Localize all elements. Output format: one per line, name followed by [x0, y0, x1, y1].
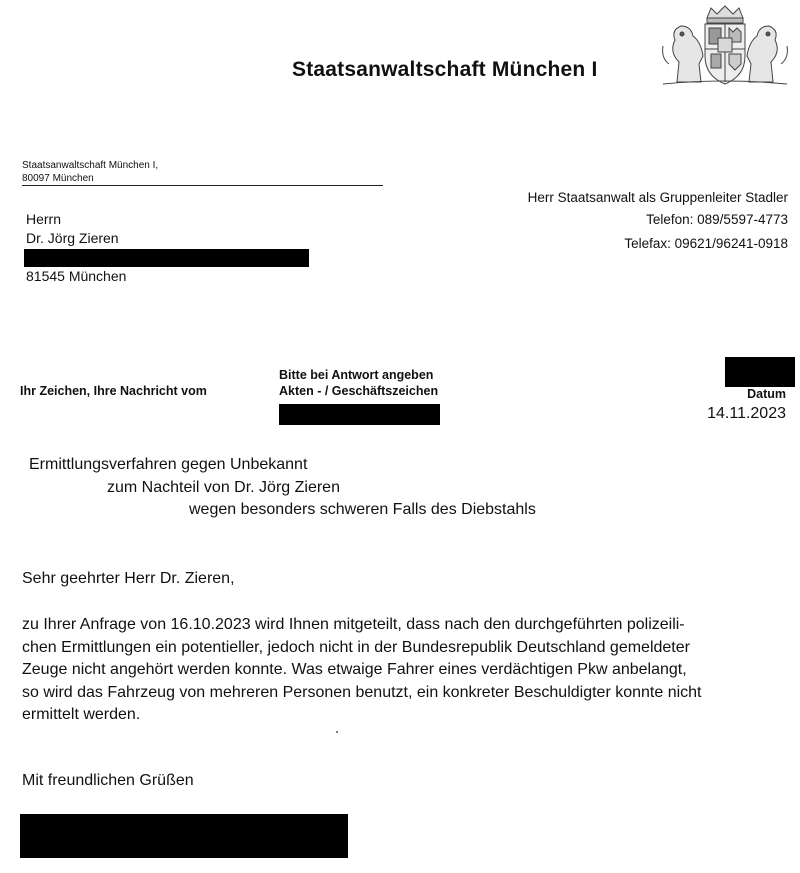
file-reference-label: Akten - / Geschäftszeichen	[279, 384, 439, 398]
sender-divider	[22, 185, 383, 186]
letter-salutation: Sehr geehrter Herr Dr. Zieren,	[22, 570, 235, 587]
body-line: so wird das Fahrzeug von mehreren Personen benutzt, ein konkreter Beschuldigter konnte nicht	[22, 683, 702, 701]
redacted-signature	[20, 814, 348, 858]
redacted-street	[24, 249, 309, 267]
subject-line-3: wegen besonders schweren Falls des Diebstahls	[189, 501, 536, 518]
sender-line-2: 80097 München	[22, 173, 94, 184]
contact-official: Herr Staatsanwalt als Gruppenleiter Stadler	[527, 190, 788, 205]
body-line: zu Ihrer Anfrage von 16.10.2023 wird Ihnen mitgeteilt, dass nach den durchgeführten polizeili-	[22, 616, 685, 633]
sender-line-1: Staatsanwaltschaft München I,	[22, 160, 159, 171]
date-label: Datum	[747, 387, 786, 401]
your-reference-label: Ihr Zeichen, Ihre Nachricht vom	[20, 384, 207, 398]
scan-speck	[336, 731, 338, 733]
body-line: Zeuge nicht angehört werden konnte. Was etwaige Fahrer eines verdächtigen Pkw anbelangt,	[22, 661, 687, 678]
bavarian-coat-of-arms-icon	[655, 4, 795, 88]
letter-closing: Mit freundlichen Grüßen	[22, 772, 194, 789]
letter-date: 14.11.2023	[707, 405, 786, 422]
recipient-salutation: Herrn	[26, 211, 62, 227]
redacted-file-number	[279, 404, 440, 425]
please-note-label: Bitte bei Antwort angeben	[279, 368, 434, 382]
body-line: chen Ermittlungen ein potentieller, jedoch nicht in der Bundesrepublik Deutschland gemeldeter	[22, 638, 690, 656]
body-line: ermittelt werden.	[22, 706, 141, 723]
letter-body	[22, 614, 782, 727]
recipient-name: Dr. Jörg Zieren	[26, 230, 119, 246]
authority-title: Staatsanwaltschaft München I	[292, 58, 598, 81]
subject-line-1: Ermittlungsverfahren gegen Unbekannt	[29, 456, 308, 473]
recipient-city: 81545 München	[26, 268, 127, 284]
subject-line-2: zum Nachteil von Dr. Jörg Zieren	[107, 479, 340, 496]
contact-phone: Telefon: 089/5597-4773	[646, 212, 788, 227]
contact-fax: Telefax: 09621/96241-0918	[624, 236, 788, 251]
redacted-reference-top	[725, 357, 795, 387]
